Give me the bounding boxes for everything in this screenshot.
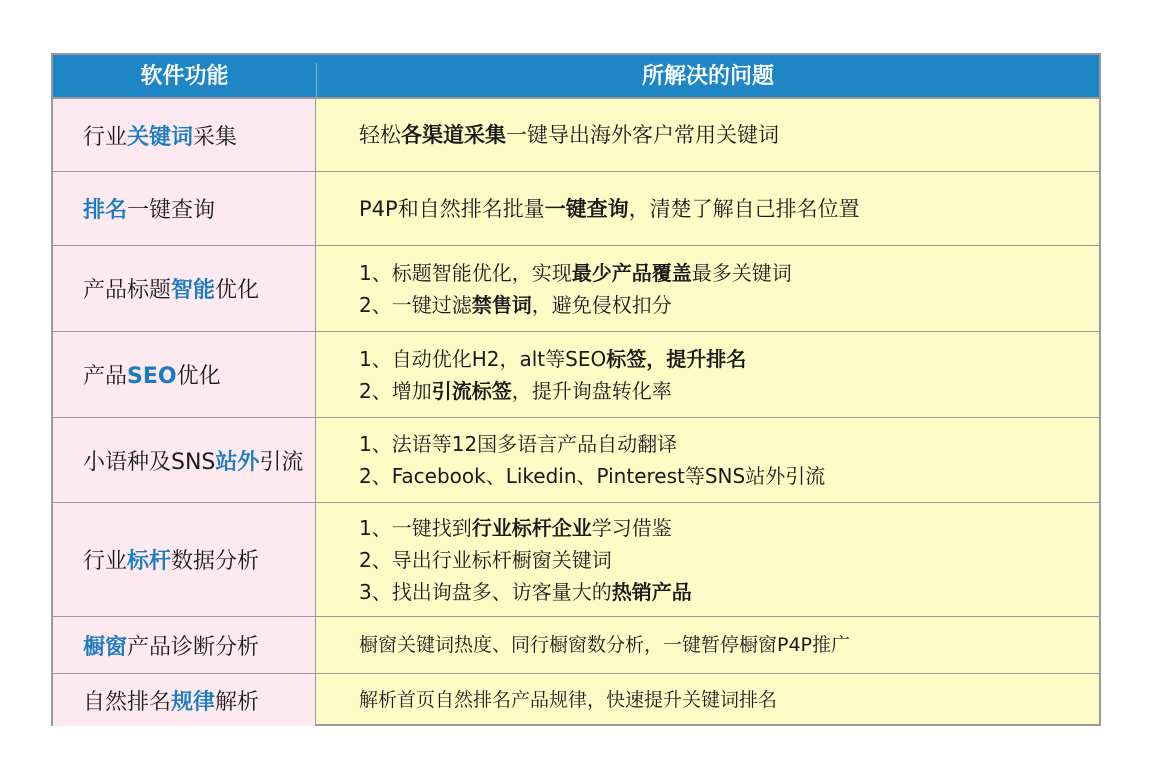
problem-seg: 标签，提升排名: [606, 346, 747, 371]
problem-cell: [317, 332, 1099, 417]
problem-line: [359, 375, 1099, 407]
problem-seg: 学习借鉴: [591, 515, 672, 540]
feature-seg: 智能: [171, 278, 216, 303]
feature-label: [83, 630, 259, 661]
problem-seg: 橱窗关键词热度、同行橱窗数分析，一键暂停橱窗P4P推广: [359, 634, 851, 656]
feature-seg: 小语种及SNS: [83, 449, 216, 475]
feature-seg: 产品诊断分析: [127, 634, 260, 660]
table-row: [53, 673, 1099, 726]
problem-line: [359, 684, 1099, 716]
problem-line: [359, 544, 1099, 576]
feature-label: [83, 445, 303, 476]
problem-line: [359, 512, 1099, 544]
feature-cell: [53, 503, 316, 616]
feature-seg: 一键查询: [127, 198, 216, 223]
feature-cell: [53, 246, 316, 331]
header-feature: 软件功能: [140, 64, 229, 89]
problem-seg: 最少产品覆盖: [571, 260, 692, 285]
problem-seg: 2、导出行业标杆橱窗关键词: [359, 547, 612, 572]
feature-cell: [53, 172, 316, 245]
problem-seg: P4P和自然排名批量: [359, 196, 545, 221]
feature-label: [83, 359, 221, 390]
problem-cell: [317, 674, 1099, 726]
problem-seg: 热销产品: [611, 579, 692, 604]
problem-seg: 轻松: [359, 123, 401, 147]
problem-seg: 3、找出询盘多、访客量大的: [359, 579, 612, 604]
problem-cell: [317, 503, 1099, 616]
feature-seg: 标杆: [127, 549, 172, 574]
feature-seg: 引流: [259, 449, 304, 475]
feature-label: [83, 544, 259, 575]
feature-seg: SEO: [127, 364, 177, 389]
feature-table: [51, 53, 1101, 726]
feature-seg: 规律: [171, 689, 216, 715]
problem-seg: 解析首页自然排名产品规律，快速提升关键词排名: [359, 689, 778, 711]
feature-seg: 橱窗: [83, 634, 128, 660]
problem-seg: 1、标题智能优化，实现: [359, 260, 572, 285]
feature-label: [83, 120, 237, 151]
feature-label: [83, 193, 215, 224]
feature-cell: [53, 418, 316, 502]
table-row: [53, 171, 1099, 245]
header-problem: 所解决的问题: [641, 64, 774, 89]
feature-seg: 自然排名: [83, 689, 172, 715]
problem-line: [359, 119, 1099, 151]
table-row: [53, 502, 1099, 616]
feature-seg: 优化: [176, 364, 221, 389]
feature-seg: 排名: [83, 198, 128, 223]
feature-label: [83, 685, 259, 716]
problem-seg: 2、一键过滤: [359, 292, 472, 317]
problem-line: [359, 257, 1099, 289]
problem-seg: 2、增加: [359, 378, 432, 403]
problem-seg: 1、一键找到: [359, 515, 472, 540]
problem-seg: 1、法语等12国多语言产品自动翻译: [359, 432, 678, 456]
feature-seg: 产品标题: [83, 278, 172, 303]
problem-line: [359, 576, 1099, 608]
problem-seg: 最多关键词: [691, 260, 792, 285]
problem-cell: [317, 246, 1099, 331]
problem-seg: ，避免侵权扣分: [531, 292, 672, 317]
problem-cell: [317, 617, 1099, 673]
feature-cell: [53, 99, 316, 171]
problem-line: [359, 428, 1099, 460]
problem-seg: ，清楚了解自己排名位置: [628, 196, 860, 221]
feature-cell: [53, 332, 316, 417]
feature-label: [83, 273, 259, 304]
table-header: [53, 55, 1099, 98]
feature-seg: 采集: [193, 124, 238, 150]
feature-seg: 解析: [215, 689, 260, 715]
problem-seg: 禁售词: [471, 292, 532, 317]
problem-seg: 行业标杆企业: [471, 515, 592, 540]
problem-seg: 一键导出海外客户常用关键词: [506, 123, 779, 147]
problem-seg: 各渠道采集: [401, 123, 506, 147]
table-row: [53, 417, 1099, 502]
feature-seg: 行业: [83, 549, 128, 574]
problem-seg: ，提升询盘转化率: [511, 378, 672, 403]
feature-seg: 行业: [83, 124, 128, 150]
table-row: [53, 245, 1099, 331]
problem-seg: 一键查询: [544, 196, 629, 221]
table-row: [53, 98, 1099, 171]
table-row: [53, 616, 1099, 673]
problem-line: [359, 343, 1099, 375]
problem-seg: 2、Facebook、Likedin、Pinterest等SNS站外引流: [359, 464, 826, 488]
problem-line: [359, 460, 1099, 492]
problem-line: [359, 629, 1099, 661]
problem-cell: [317, 172, 1099, 245]
feature-cell: [53, 617, 316, 673]
problem-cell: [317, 418, 1099, 502]
feature-seg: 站外: [215, 449, 260, 475]
problem-line: [359, 289, 1099, 321]
problem-seg: 1、自动优化H2，alt等SEO: [359, 346, 607, 371]
problem-line: [359, 193, 1099, 225]
problem-seg: 引流标签: [431, 378, 512, 403]
table-row: [53, 331, 1099, 417]
feature-cell: [53, 674, 316, 726]
feature-seg: 产品: [83, 364, 128, 389]
feature-seg: 优化: [215, 278, 260, 303]
problem-cell: [317, 99, 1099, 171]
feature-seg: 关键词: [127, 124, 194, 150]
feature-seg: 数据分析: [171, 549, 260, 574]
